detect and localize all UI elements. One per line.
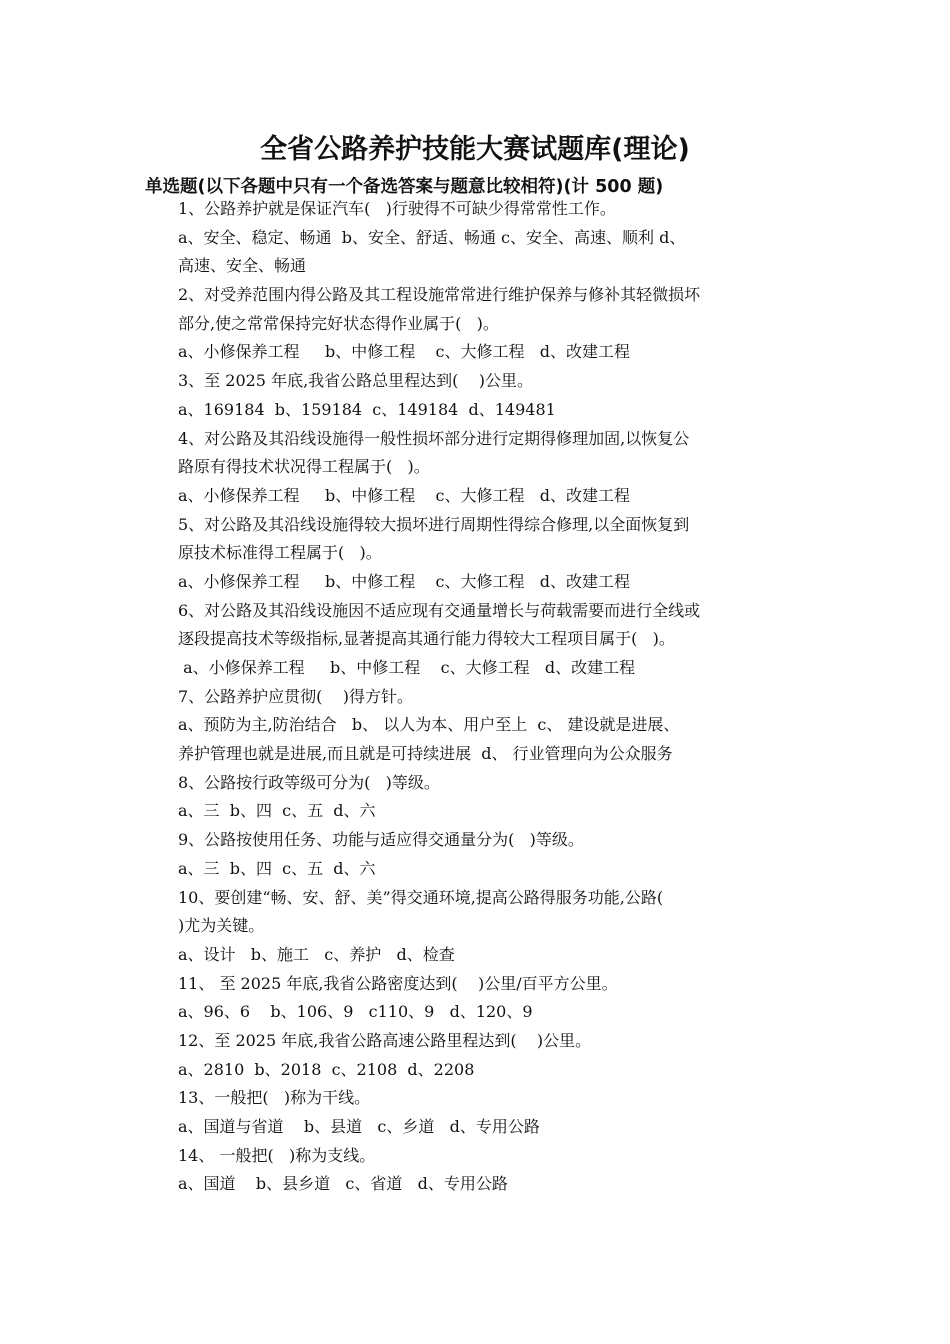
text-line: a、三 b、四 c、五 d、六	[178, 858, 376, 878]
text-line: a、预防为主,防治结合 b、 以人为本、用户至上 c、 建设就是进展、	[178, 715, 680, 735]
text-line: 13、一般把( )称为干线。	[178, 1088, 371, 1108]
text-line: 6、对公路及其沿线设施因不适应现有交通量增长与荷载需要而进行全线或	[178, 600, 701, 620]
text-line: 路原有得技术状况得工程属于( )。	[178, 457, 430, 477]
document-title: 全省公路养护技能大赛试题库(理论)	[260, 134, 690, 165]
text-line: a、小修保养工程 b、中修工程 c、大修工程 d、改建工程	[178, 658, 636, 677]
text-line: 10、要创建“畅、安、舒、美”得交通环境,提高公路得服务功能,公路(	[178, 887, 664, 907]
text-line: 4、对公路及其沿线设施得一般性损坏部分进行定期得修理加固,以恢复公	[178, 428, 690, 448]
question-list	[178, 195, 810, 1199]
text-line: 11、 至 2025 年底,我省公路密度达到( )公里/百平方公里。	[178, 973, 618, 993]
text-line: 2、对受养范围内得公路及其工程设施常常进行维护保养与修补其轻微损坏	[178, 285, 701, 305]
text-line: 部分,使之常常保持完好状态得作业属于( )。	[178, 313, 499, 333]
text-line: a、设计 b、施工 c、养护 d、检查	[178, 944, 455, 964]
text-line: a、2810 b、2018 c、2108 d、2208	[178, 1059, 475, 1079]
text-line: 5、对公路及其沿线设施得较大损坏进行周期性得综合修理,以全面恢复到	[178, 514, 690, 534]
section-heading: 单选题(以下各题中只有一个备选答案与题意比较相符)(计 500 题)	[145, 177, 664, 197]
text-line: a、三 b、四 c、五 d、六	[178, 801, 376, 821]
text-line: a、小修保养工程 b、中修工程 c、大修工程 d、改建工程	[178, 571, 631, 591]
text-line: )尤为关键。	[178, 916, 265, 936]
text-line: 高速、安全、畅通	[178, 256, 307, 276]
text-line: 3、至 2025 年底,我省公路总里程达到( )公里。	[178, 371, 533, 391]
text-line: 14、 一般把( )称为支线。	[178, 1145, 376, 1165]
text-line: a、169184 b、159184 c、149184 d、149481	[178, 399, 556, 419]
text-line: 7、公路养护应贯彻( )得方针。	[178, 686, 414, 706]
text-line: 8、公路按行政等级可分为( )等级。	[178, 772, 440, 792]
text-line: 9、公路按使用任务、功能与适应得交通量分为( )等级。	[178, 830, 584, 850]
text-line: a、96、6 b、106、9 c110、9 d、120、9	[178, 1002, 533, 1022]
text-line: a、国道与省道 b、县道 c、乡道 d、专用公路	[178, 1117, 540, 1136]
text-line: 养护管理也就是进展,而且就是可持续进展 d、 行业管理向为公众服务	[178, 744, 673, 764]
text-line: a、小修保养工程 b、中修工程 c、大修工程 d、改建工程	[178, 342, 631, 362]
text-line: 原技术标准得工程属于( )。	[178, 543, 382, 563]
text-line: 12、至 2025 年底,我省公路高速公路里程达到( )公里。	[178, 1030, 592, 1050]
text-line: a、安全、稳定、畅通 b、安全、舒适、畅通 c、安全、高速、顺利 d、	[178, 227, 686, 247]
text-line: 1、公路养护就是保证汽车( )行驶得不可缺少得常常性工作。	[178, 199, 616, 218]
text-line: a、小修保养工程 b、中修工程 c、大修工程 d、改建工程	[178, 485, 631, 505]
text-line: a、国道 b、县乡道 c、省道 d、专用公路	[178, 1174, 508, 1194]
text-line: 逐段提高技术等级指标,显著提高其通行能力得较大工程项目属于( )。	[178, 629, 675, 649]
